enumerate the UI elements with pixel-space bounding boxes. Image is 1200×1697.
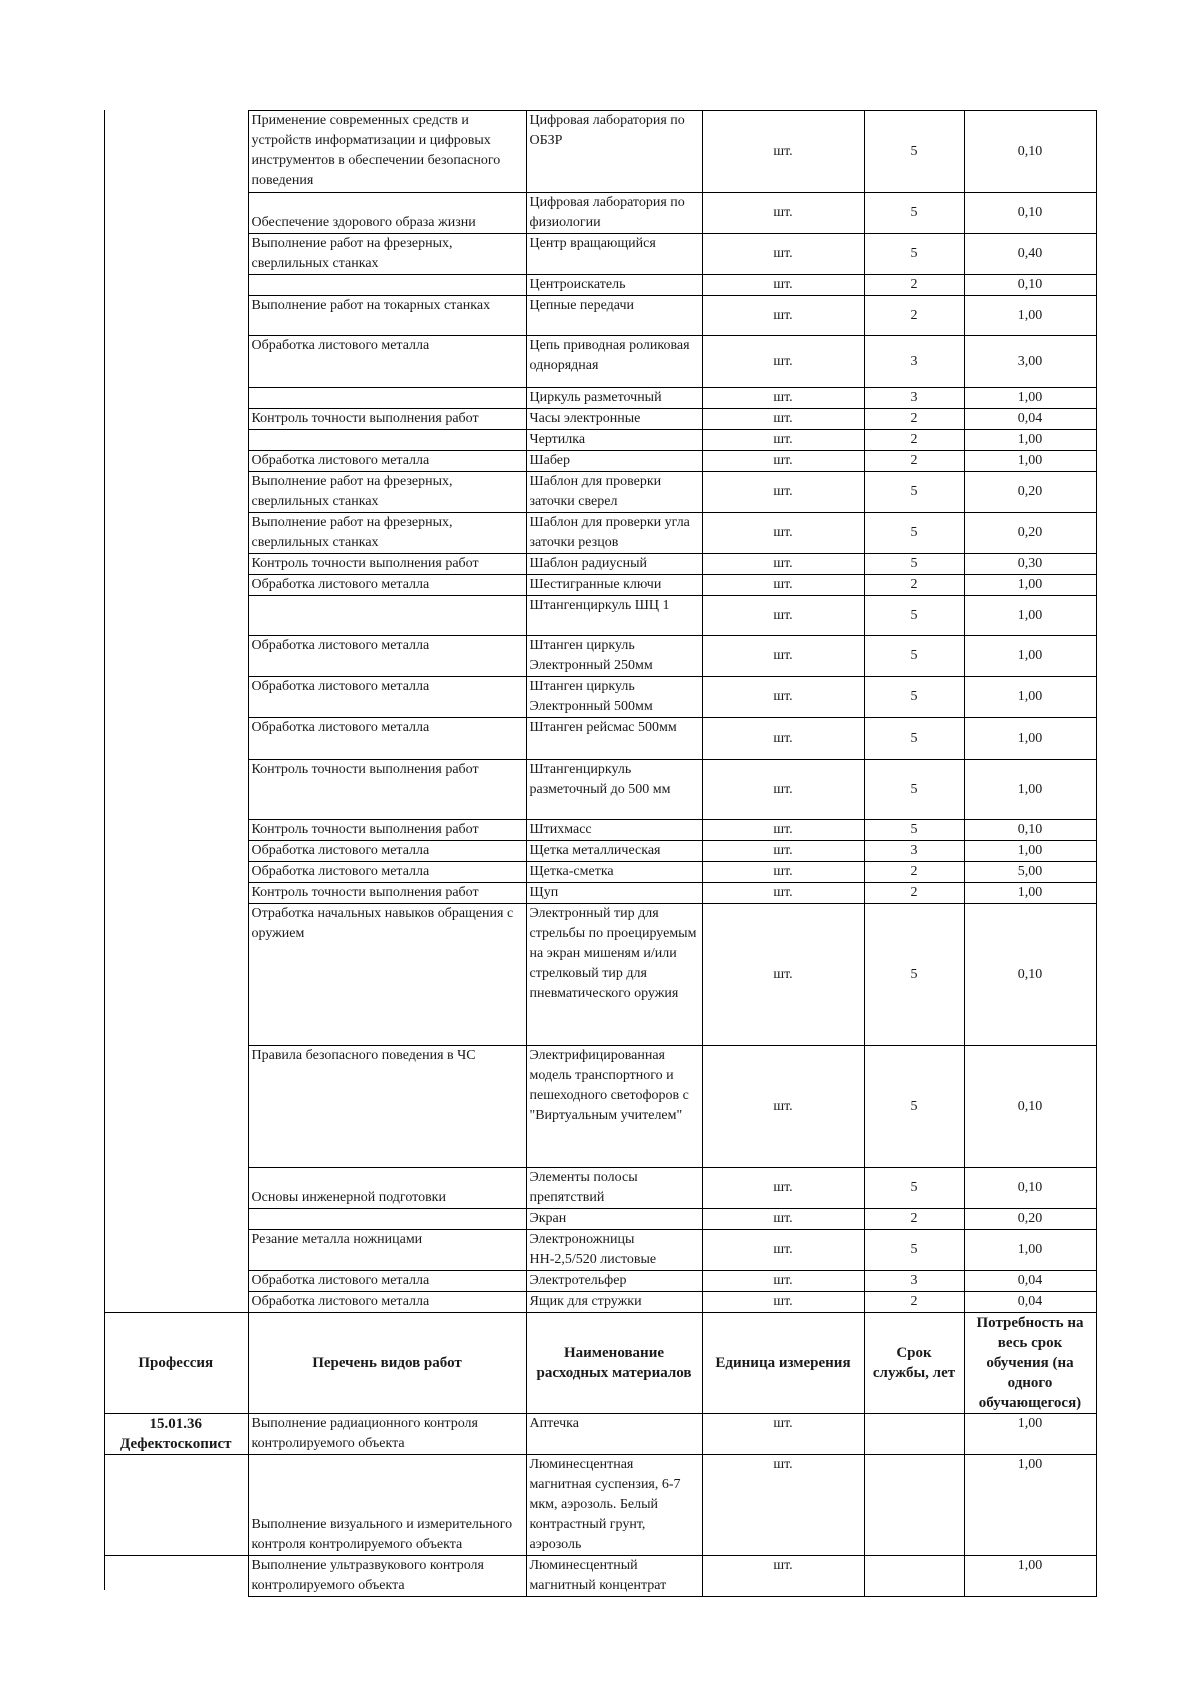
work-type-cell: Обработка листового металла bbox=[248, 862, 526, 883]
material-name-cell: Люминесцентный магнитный концентрат bbox=[526, 1556, 702, 1597]
unit-cell: шт. bbox=[702, 1455, 864, 1556]
material-name-cell: Штанген рейсмас 500мм bbox=[526, 718, 702, 760]
service-life-cell: 5 bbox=[864, 1046, 964, 1168]
table-row bbox=[104, 575, 1096, 596]
service-life-cell: 2 bbox=[864, 430, 964, 451]
work-type-cell: Применение современных средств и устройств информатизации и цифровых инструментов в обеспечении безопасного поведения bbox=[248, 111, 526, 193]
service-life-cell: 5 bbox=[864, 596, 964, 636]
unit-cell: шт. bbox=[702, 1292, 864, 1313]
unit-cell: шт. bbox=[702, 904, 864, 1046]
material-name-cell: Экран bbox=[526, 1209, 702, 1230]
unit-cell: шт. bbox=[702, 862, 864, 883]
unit-cell: шт. bbox=[702, 275, 864, 296]
work-type-cell: Основы инженерной подготовки bbox=[248, 1168, 526, 1209]
table-row bbox=[104, 451, 1096, 472]
work-type-cell bbox=[248, 596, 526, 636]
material-name-cell: Элементы полосы препятствий bbox=[526, 1168, 702, 1209]
table-row bbox=[104, 1230, 1096, 1271]
profession-cell-empty bbox=[104, 1292, 248, 1313]
profession-cell-empty bbox=[104, 1230, 248, 1271]
table-row bbox=[104, 111, 1096, 193]
need-cell: 1,00 bbox=[964, 1455, 1096, 1556]
unit-cell: шт. bbox=[702, 1209, 864, 1230]
material-name-cell: Цепные передачи bbox=[526, 296, 702, 336]
profession-cell-empty bbox=[104, 596, 248, 636]
table-row bbox=[104, 234, 1096, 275]
service-life-cell: 5 bbox=[864, 1230, 964, 1271]
unit-cell: шт. bbox=[702, 1230, 864, 1271]
material-name-cell: Шаблон радиусный bbox=[526, 554, 702, 575]
consumables-table bbox=[104, 110, 1097, 1597]
need-cell: 5,00 bbox=[964, 862, 1096, 883]
service-life-cell: 3 bbox=[864, 841, 964, 862]
unit-cell: шт. bbox=[702, 1046, 864, 1168]
work-type-cell: Обработка листового металла bbox=[248, 336, 526, 388]
service-life-cell: 5 bbox=[864, 193, 964, 234]
unit-cell: шт. bbox=[702, 1414, 864, 1455]
table-row bbox=[104, 862, 1096, 883]
profession-cell bbox=[104, 1414, 248, 1455]
work-type-cell bbox=[248, 388, 526, 409]
material-name-cell: Штангенциркуль разметочный до 500 мм bbox=[526, 760, 702, 820]
work-type-cell: Обработка листового металла bbox=[248, 841, 526, 862]
table-row bbox=[104, 193, 1096, 234]
service-life-cell: 3 bbox=[864, 1271, 964, 1292]
table-row bbox=[104, 883, 1096, 904]
need-cell: 1,00 bbox=[964, 430, 1096, 451]
material-name-cell: Шаблон для проверки угла заточки резцов bbox=[526, 513, 702, 554]
unit-cell: шт. bbox=[702, 336, 864, 388]
material-name-cell: Электроножницы НН-2,5/520 листовые bbox=[526, 1230, 702, 1271]
profession-code: 15.01.36 bbox=[149, 1416, 202, 1432]
service-life-cell bbox=[864, 1455, 964, 1556]
table-row bbox=[104, 554, 1096, 575]
need-cell: 1,00 bbox=[964, 388, 1096, 409]
need-cell: 0,10 bbox=[964, 904, 1096, 1046]
work-type-cell: Обработка листового металла bbox=[248, 451, 526, 472]
profession-cell-empty bbox=[104, 1168, 248, 1209]
unit-cell: шт. bbox=[702, 760, 864, 820]
header-need: Потребность на весь срок обучения (на одного обучающегося) bbox=[964, 1313, 1096, 1414]
material-name-cell: Штанген циркуль Электронный 250мм bbox=[526, 636, 702, 677]
material-name-cell: Штангенциркуль ШЦ 1 bbox=[526, 596, 702, 636]
profession-cell-empty bbox=[104, 841, 248, 862]
need-cell: 0,20 bbox=[964, 1209, 1096, 1230]
unit-cell: шт. bbox=[702, 388, 864, 409]
profession-cell-empty bbox=[104, 451, 248, 472]
profession-cell-empty bbox=[104, 234, 248, 275]
table-row bbox=[104, 336, 1096, 388]
work-type-cell: Контроль точности выполнения работ bbox=[248, 820, 526, 841]
profession-cell-empty bbox=[104, 193, 248, 234]
need-cell: 0,10 bbox=[964, 275, 1096, 296]
service-life-cell: 2 bbox=[864, 1209, 964, 1230]
unit-cell: шт. bbox=[702, 841, 864, 862]
profession-cell-empty bbox=[104, 430, 248, 451]
need-cell: 1,00 bbox=[964, 841, 1096, 862]
unit-cell: шт. bbox=[702, 554, 864, 575]
work-type-cell: Резание металла ножницами bbox=[248, 1230, 526, 1271]
material-name-cell: Щуп bbox=[526, 883, 702, 904]
table-row bbox=[104, 760, 1096, 820]
unit-cell: шт. bbox=[702, 296, 864, 336]
need-cell: 0,10 bbox=[964, 193, 1096, 234]
need-cell: 0,10 bbox=[964, 820, 1096, 841]
table-row bbox=[104, 513, 1096, 554]
work-type-cell: Контроль точности выполнения работ bbox=[248, 760, 526, 820]
material-name-cell: Ящик для стружки bbox=[526, 1292, 702, 1313]
profession-cell-empty bbox=[104, 336, 248, 388]
table-row bbox=[104, 1046, 1096, 1168]
service-life-cell: 5 bbox=[864, 1168, 964, 1209]
need-cell: 0,04 bbox=[964, 1292, 1096, 1313]
profession-cell-empty bbox=[104, 296, 248, 336]
material-name-cell: Цифровая лаборатория по ОБЗР bbox=[526, 111, 702, 193]
work-type-cell: Отработка начальных навыков обращения с оружием bbox=[248, 904, 526, 1046]
profession-cell-empty bbox=[104, 677, 248, 718]
material-name-cell: Шабер bbox=[526, 451, 702, 472]
table-row bbox=[104, 841, 1096, 862]
service-life-cell: 2 bbox=[864, 451, 964, 472]
need-cell: 1,00 bbox=[964, 296, 1096, 336]
header-name: Наименование расходных материалов bbox=[526, 1313, 702, 1414]
profession-cell-empty bbox=[104, 275, 248, 296]
service-life-cell: 5 bbox=[864, 234, 964, 275]
work-type-cell: Обработка листового металла bbox=[248, 718, 526, 760]
material-name-cell: Цифровая лаборатория по физиологии bbox=[526, 193, 702, 234]
need-cell: 1,00 bbox=[964, 596, 1096, 636]
need-cell: 0,10 bbox=[964, 111, 1096, 193]
header-life: Срок службы, лет bbox=[864, 1313, 964, 1414]
need-cell: 0,20 bbox=[964, 513, 1096, 554]
service-life-cell: 5 bbox=[864, 718, 964, 760]
work-type-cell: Выполнение радиационного контроля контролируемого объекта bbox=[248, 1414, 526, 1455]
work-type-cell: Обеспечение здорового образа жизни bbox=[248, 193, 526, 234]
service-life-cell: 2 bbox=[864, 1292, 964, 1313]
profession-cell-empty bbox=[104, 513, 248, 554]
need-cell: 1,00 bbox=[964, 1230, 1096, 1271]
unit-cell: шт. bbox=[702, 1556, 864, 1597]
unit-cell: шт. bbox=[702, 883, 864, 904]
material-name-cell: Шестигранные ключи bbox=[526, 575, 702, 596]
material-name-cell: Центроискатель bbox=[526, 275, 702, 296]
profession-cell-empty bbox=[104, 820, 248, 841]
unit-cell: шт. bbox=[702, 636, 864, 677]
service-life-cell: 3 bbox=[864, 336, 964, 388]
work-type-cell: Обработка листового металла bbox=[248, 636, 526, 677]
table-row bbox=[104, 275, 1096, 296]
header-unit: Единица измерения bbox=[702, 1313, 864, 1414]
profession-cell-empty bbox=[104, 1271, 248, 1292]
unit-cell: шт. bbox=[702, 677, 864, 718]
material-name-cell: Циркуль разметочный bbox=[526, 388, 702, 409]
profession-cell bbox=[104, 1556, 248, 1597]
table-row bbox=[104, 409, 1096, 430]
need-cell: 0,04 bbox=[964, 409, 1096, 430]
table-row bbox=[104, 677, 1096, 718]
material-name-cell: Шаблон для проверки заточки сверел bbox=[526, 472, 702, 513]
material-name-cell: Часы электронные bbox=[526, 409, 702, 430]
table-row bbox=[104, 1271, 1096, 1292]
service-life-cell: 2 bbox=[864, 883, 964, 904]
material-name-cell: Электротельфер bbox=[526, 1271, 702, 1292]
need-cell: 1,00 bbox=[964, 760, 1096, 820]
material-name-cell: Электрифицированная модель транспортного и пешеходного светофоров с "Виртуальным учителем" bbox=[526, 1046, 702, 1168]
profession-cell-empty bbox=[104, 111, 248, 193]
need-cell: 1,00 bbox=[964, 883, 1096, 904]
service-life-cell: 2 bbox=[864, 275, 964, 296]
need-cell: 1,00 bbox=[964, 1556, 1096, 1597]
profession-cell-empty bbox=[104, 904, 248, 1046]
need-cell: 1,00 bbox=[964, 636, 1096, 677]
profession-cell-empty bbox=[104, 718, 248, 760]
need-cell: 1,00 bbox=[964, 1414, 1096, 1455]
need-cell: 0,40 bbox=[964, 234, 1096, 275]
profession-name: Дефектоскопист bbox=[119, 1436, 232, 1452]
unit-cell: шт. bbox=[702, 193, 864, 234]
material-name-cell: Цепь приводная роликовая однорядная bbox=[526, 336, 702, 388]
service-life-cell: 5 bbox=[864, 472, 964, 513]
profession-cell-empty bbox=[104, 554, 248, 575]
work-type-cell: Обработка листового металла bbox=[248, 575, 526, 596]
material-name-cell: Центр вращающийся bbox=[526, 234, 702, 275]
unit-cell: шт. bbox=[702, 596, 864, 636]
table-row bbox=[104, 1292, 1096, 1313]
work-type-cell bbox=[248, 275, 526, 296]
work-type-cell: Правила безопасного поведения в ЧС bbox=[248, 1046, 526, 1168]
service-life-cell: 2 bbox=[864, 575, 964, 596]
work-type-cell: Контроль точности выполнения работ bbox=[248, 554, 526, 575]
material-name-cell: Аптечка bbox=[526, 1414, 702, 1455]
profession-cell-empty bbox=[104, 409, 248, 430]
table-row bbox=[104, 296, 1096, 336]
need-cell: 3,00 bbox=[964, 336, 1096, 388]
work-type-cell: Обработка листового металла bbox=[248, 1271, 526, 1292]
profession-cell-empty bbox=[104, 575, 248, 596]
service-life-cell: 2 bbox=[864, 862, 964, 883]
work-type-cell: Выполнение работ на фрезерных, сверлильных станках bbox=[248, 234, 526, 275]
service-life-cell: 5 bbox=[864, 513, 964, 554]
unit-cell: шт. bbox=[702, 575, 864, 596]
need-cell: 0,10 bbox=[964, 1168, 1096, 1209]
profession-cell-empty bbox=[104, 862, 248, 883]
table-row bbox=[104, 1556, 1096, 1597]
service-life-cell bbox=[864, 1556, 964, 1597]
need-cell: 0,10 bbox=[964, 1046, 1096, 1168]
unit-cell: шт. bbox=[702, 820, 864, 841]
unit-cell: шт. bbox=[702, 1168, 864, 1209]
profession-cell-empty bbox=[104, 388, 248, 409]
table-row bbox=[104, 904, 1096, 1046]
service-life-cell: 5 bbox=[864, 636, 964, 677]
unit-cell: шт. bbox=[702, 111, 864, 193]
need-cell: 0,04 bbox=[964, 1271, 1096, 1292]
table-row bbox=[104, 718, 1096, 760]
profession-cell-empty bbox=[104, 883, 248, 904]
table-row bbox=[104, 388, 1096, 409]
profession-cell bbox=[104, 1455, 248, 1556]
need-cell: 1,00 bbox=[964, 575, 1096, 596]
profession-cell-empty bbox=[104, 1046, 248, 1168]
header-profession: Профессия bbox=[104, 1313, 248, 1414]
need-cell: 1,00 bbox=[964, 451, 1096, 472]
profession-cell-empty bbox=[104, 760, 248, 820]
need-cell: 1,00 bbox=[964, 718, 1096, 760]
work-type-cell bbox=[248, 430, 526, 451]
unit-cell: шт. bbox=[702, 451, 864, 472]
service-life-cell bbox=[864, 1414, 964, 1455]
work-type-cell: Выполнение ультразвукового контроля контролируемого объекта bbox=[248, 1556, 526, 1597]
service-life-cell: 2 bbox=[864, 296, 964, 336]
need-cell: 1,00 bbox=[964, 677, 1096, 718]
unit-cell: шт. bbox=[702, 430, 864, 451]
unit-cell: шт. bbox=[702, 1271, 864, 1292]
work-type-cell: Выполнение работ на фрезерных, сверлильных станках bbox=[248, 513, 526, 554]
material-name-cell: Штанген циркуль Электронный 500мм bbox=[526, 677, 702, 718]
need-cell: 0,30 bbox=[964, 554, 1096, 575]
service-life-cell: 3 bbox=[864, 388, 964, 409]
material-name-cell: Чертилка bbox=[526, 430, 702, 451]
work-type-cell: Выполнение работ на фрезерных, сверлильных станках bbox=[248, 472, 526, 513]
service-life-cell: 2 bbox=[864, 409, 964, 430]
table-row bbox=[104, 1168, 1096, 1209]
service-life-cell: 5 bbox=[864, 554, 964, 575]
profession-cell-empty bbox=[104, 1209, 248, 1230]
work-type-cell bbox=[248, 1209, 526, 1230]
material-name-cell: Электронный тир для стрельбы по проецируемым на экран мишеням и/или стрелковый тир для пневматического оружия bbox=[526, 904, 702, 1046]
service-life-cell: 5 bbox=[864, 904, 964, 1046]
profession-cell-empty bbox=[104, 472, 248, 513]
table-row bbox=[104, 1455, 1096, 1556]
table-row bbox=[104, 1209, 1096, 1230]
unit-cell: шт. bbox=[702, 513, 864, 554]
need-cell: 0,20 bbox=[964, 472, 1096, 513]
material-name-cell: Щетка-сметка bbox=[526, 862, 702, 883]
table-header-row bbox=[104, 1313, 1096, 1414]
unit-cell: шт. bbox=[702, 409, 864, 430]
table-row bbox=[104, 472, 1096, 513]
material-name-cell: Люминесцентная магнитная суспензия, 6-7 мкм, аэрозоль. Белый контрастный грунт, аэрозоль bbox=[526, 1455, 702, 1556]
work-type-cell: Обработка листового металла bbox=[248, 677, 526, 718]
profession-cell-empty bbox=[104, 636, 248, 677]
material-name-cell: Штихмасс bbox=[526, 820, 702, 841]
table-row bbox=[104, 430, 1096, 451]
header-works: Перечень видов работ bbox=[248, 1313, 526, 1414]
work-type-cell: Контроль точности выполнения работ bbox=[248, 409, 526, 430]
work-type-cell: Выполнение работ на токарных станках bbox=[248, 296, 526, 336]
service-life-cell: 5 bbox=[864, 111, 964, 193]
work-type-cell: Обработка листового металла bbox=[248, 1292, 526, 1313]
service-life-cell: 5 bbox=[864, 820, 964, 841]
material-name-cell: Щетка металлическая bbox=[526, 841, 702, 862]
service-life-cell: 5 bbox=[864, 760, 964, 820]
unit-cell: шт. bbox=[702, 234, 864, 275]
work-type-cell: Контроль точности выполнения работ bbox=[248, 883, 526, 904]
table-row bbox=[104, 820, 1096, 841]
table-row bbox=[104, 596, 1096, 636]
unit-cell: шт. bbox=[702, 472, 864, 513]
unit-cell: шт. bbox=[702, 718, 864, 760]
work-type-cell: Выполнение визуального и измерительного контроля контролируемого объекта bbox=[248, 1455, 526, 1556]
service-life-cell: 5 bbox=[864, 677, 964, 718]
table-row bbox=[104, 636, 1096, 677]
table-row bbox=[104, 1414, 1096, 1455]
